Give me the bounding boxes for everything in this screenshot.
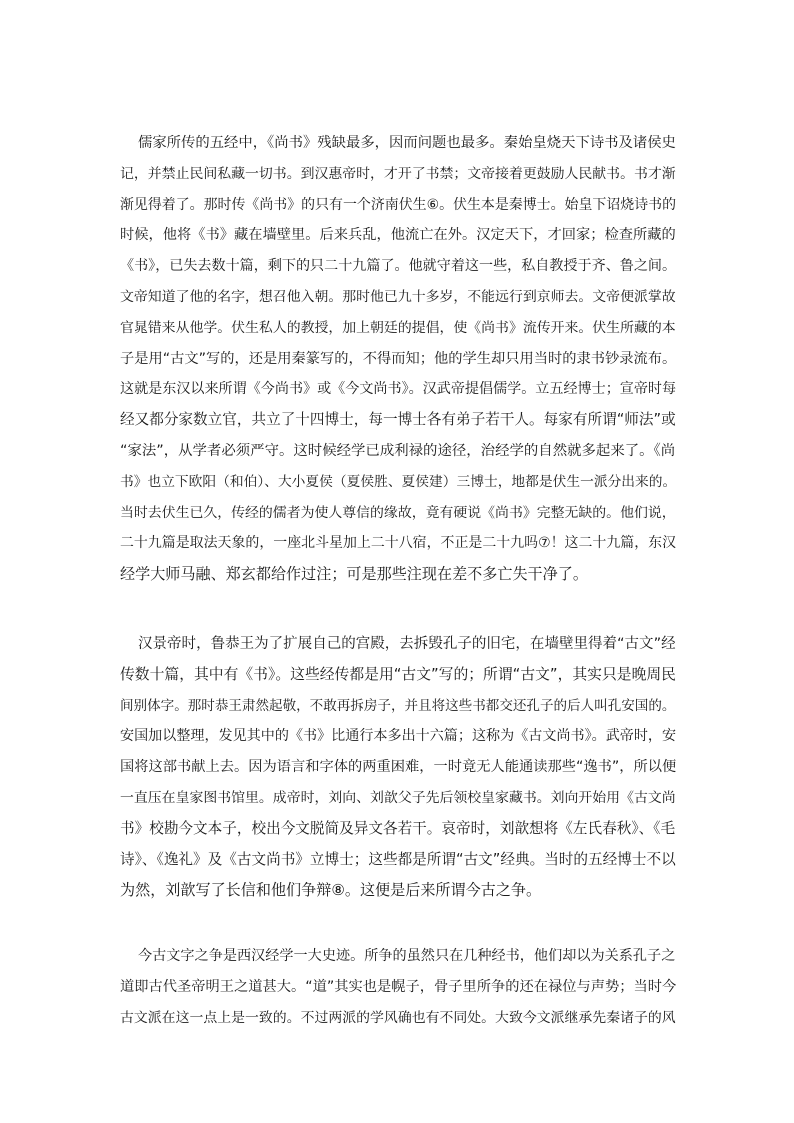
text-line: 汉景帝时，鲁恭王为了扩展自己的宫殿，去拆毁孔子的旧宅，在墙壁里得着“古文”经 [138, 636, 676, 652]
text-line: 子是用“古文”写的，还是用秦篆写的，不得而知；他的学生却只用当时的隶书钞录流布。 [120, 350, 677, 367]
text-line: 二十九篇是取法天象的，一座北斗星加上二十八宿，不正是二十九吗⑦！这二十九篇，东汉 [120, 535, 677, 552]
text-line: 书》也立下欧阳（和伯）、大小夏侯（夏侯胜、夏侯建）三博士，地都是伏生一派分出来的。 [120, 473, 677, 490]
text-line: 时候，他将《书》藏在墙壁里。后来兵乱，他流亡在外。汉定天下，才回家；检查所藏的 [120, 227, 676, 244]
text-line: 记，并禁止民间私藏一切书。到汉惠帝时，才开了书禁；文帝接着更鼓励人民献书。书才渐 [120, 165, 676, 182]
text-line: 为然，刘歆写了长信和他们争辩⑧。这便是后来所谓今古之争。 [120, 881, 542, 900]
text-line: 安国加以整理，发见其中的《书》比通行本多出十六篇；这称为《古文尚书》。武帝时，安 [120, 728, 677, 745]
text-line: 儒家所传的五经中，《尚书》残缺最多，因而问题也最多。秦始皇烧天下诗书及诸侯史 [138, 135, 676, 151]
text-line: 经又都分家数立官，共立了十四博士，每一博士各有弟子若干人。每家有所谓“师法”或 [120, 411, 676, 429]
text-line: 官晁错来从他学。伏生私人的教授，加上朝廷的提倡，使《尚书》流传开来。伏生所藏的本 [120, 319, 676, 336]
text-line: 《书》，已失去数十篇，剩下的只二十九篇了。他就守着这一些，私自教授于齐、鲁之间。 [120, 258, 677, 275]
text-line: 文帝知道了他的名字，想召他入朝。那时他已九十多岁，不能远行到京师去。文帝便派掌故 [120, 288, 676, 305]
text-line: 间别体字。那时恭王肃然起敬，不敢再拆房子，并且将这些书都交还孔子的后人叫孔安国的。 [120, 697, 676, 714]
text-line: 诗》、《逸礼》及《古文尚书》立博士；这些都是所谓“古文”经典。当时的五经博士不以 [120, 850, 676, 868]
text-line: 国将这部书献上去。因为语言和字体的两重困难，一时竟无人能通读那些“逸书”，所以便 [120, 759, 677, 776]
text-line: 渐见得着了。那时传《尚书》的只有一个济南伏生⑥。伏生本是秦博士。始皇下诏烧诗书的 [120, 196, 677, 213]
text-line: “家法”，从学者必须严守。这时候经学已成利禄的途径，治经学的自然就多起来了。《尚 [120, 442, 676, 459]
text-line: 传数十篇，其中有《书》。这些经传都是用“古文”写的；所谓“古文”，其实只是晚周民 [120, 665, 676, 683]
paragraph-jingu-zhizheng [120, 941, 676, 1033]
text-line: 这就是东汉以来所谓《今尚书》或《今文尚书》。汉武帝提倡儒学。立五经博士；宣帝时每 [120, 381, 677, 398]
text-line: 古文派在这一点上是一致的。不过两派的学风确也有不同处。大致今文派继承先秦诸子的风 [120, 1009, 676, 1026]
text-line: 一直压在皇家图书馆里。成帝时，刘向、刘歆父子先后领校皇家藏书。刘向开始用《古文尚 [120, 789, 676, 806]
paragraph-shangshu-fusheng [120, 128, 676, 590]
paragraph-guwen-shangshu [120, 629, 676, 906]
text-line: 当时去伏生已久，传经的儒者为使人尊信的缘故，竟有硬说《尚书》完整无缺的。他们说， [120, 504, 676, 521]
text-line: 书》校勘今文本子，校出今文脱简及异文各若干。哀帝时，刘歆想将《左氏春秋》、《毛 [120, 819, 676, 837]
text-line: 道即古代圣帝明王之道甚大。“道”其实也是幌子，骨子里所争的还在禄位与声势；当时今 [120, 978, 677, 995]
text-line: 今古文字之争是西汉经学一大史迹。所争的虽然只在几种经书，他们却以为关系孔子之 [138, 948, 676, 964]
text-line: 经学大师马融、郑玄都给作过注；可是那些注现在差不多亡失干净了。 [120, 565, 588, 584]
